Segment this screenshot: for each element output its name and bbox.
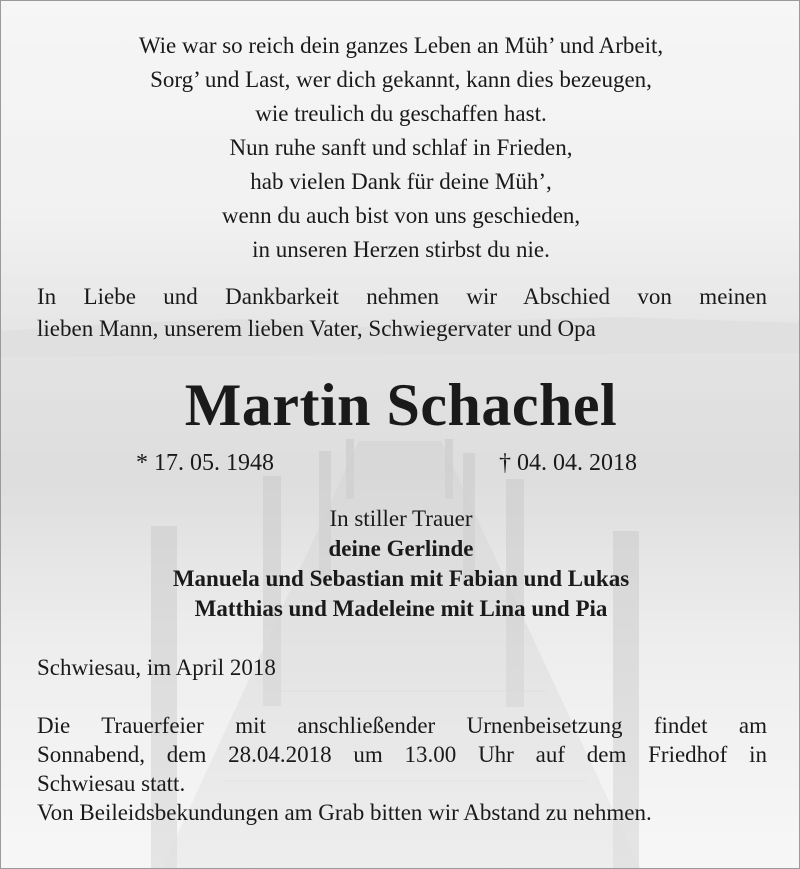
mourner-line: Matthias und Madeleine mit Lina und Pia xyxy=(194,596,608,621)
intro-line: lieben Mann, unserem lieben Vater, Schwiegervater und Opa xyxy=(37,316,596,341)
mourners-block xyxy=(1,504,800,624)
ceremony-line: Von Beileidsbekundungen am Grab bitten wir Abstand zu nehmen. xyxy=(37,800,652,825)
poem-line: Sorg’ und Last, wer dich gekannt, kann dies bezeugen, xyxy=(150,67,652,92)
poem-line: Wie war so reich dein ganzes Leben an Müh’ und Arbeit, xyxy=(138,33,664,58)
poem-line: in unseren Herzen stirbst du nie. xyxy=(252,237,550,262)
poem-line: Nun ruhe sanft und schlaf in Frieden, xyxy=(229,135,573,160)
death-date: † 04. 04. 2018 xyxy=(499,450,637,476)
intro-text xyxy=(37,281,767,345)
poem-line: wenn du auch bist von uns geschieden, xyxy=(221,203,581,228)
ceremony-line: Schwiesau statt. xyxy=(37,771,186,796)
place-date: Schwiesau, im April 2018 xyxy=(37,655,276,680)
ceremony-info xyxy=(37,711,767,827)
ceremony-line: Die Trauerfeier mit anschließender Urnenbeisetzung findet am xyxy=(37,713,767,738)
mourner-line: Manuela und Sebastian mit Fabian und Lukas xyxy=(172,566,630,591)
mourner-line: deine Gerlinde xyxy=(328,536,474,561)
intro-line: In Liebe und Dankbarkeit nehmen wir Abschied von meinen xyxy=(37,284,767,309)
poem-line: wie treulich du geschaffen hast. xyxy=(255,101,547,126)
ceremony-line: Sonnabend, dem 28.04.2018 um 13.00 Uhr auf dem Friedhof in xyxy=(37,742,767,767)
poem xyxy=(1,29,800,267)
deceased-name: Martin Schachel xyxy=(184,372,618,438)
birth-date: * 17. 05. 1948 xyxy=(136,450,274,476)
poem-line: hab vielen Dank für deine Müh’, xyxy=(250,169,552,194)
mourning-heading: In stiller Trauer xyxy=(329,506,473,531)
